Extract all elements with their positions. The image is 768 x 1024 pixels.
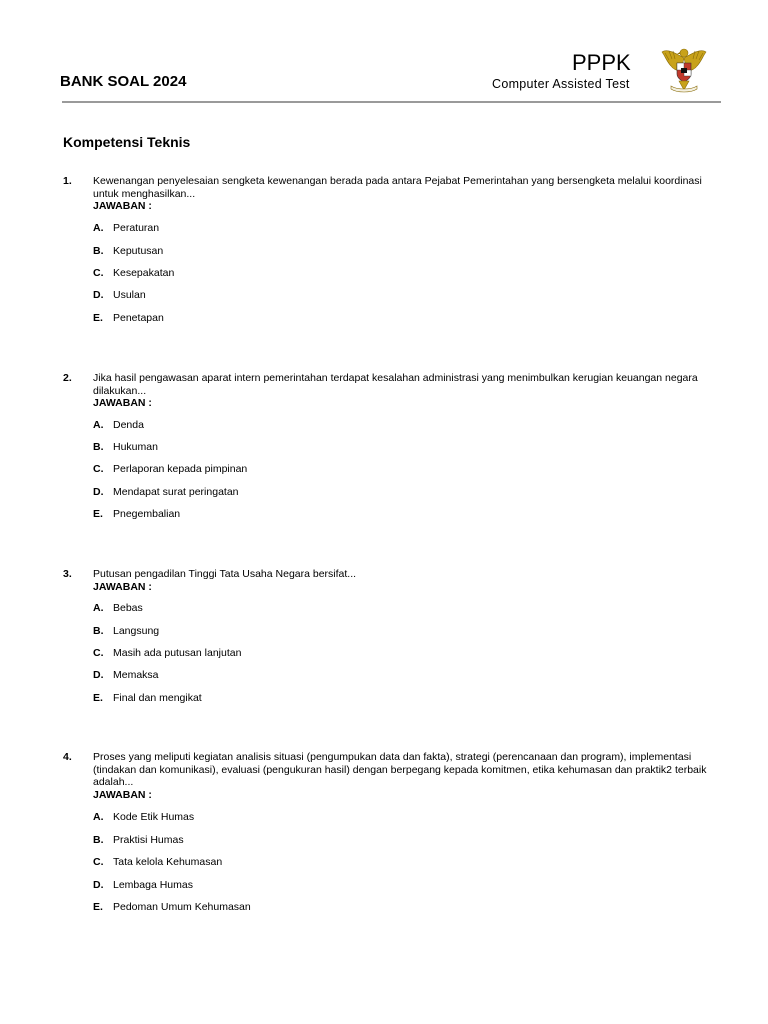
option-a[interactable]	[93, 222, 159, 236]
option-c[interactable]	[93, 463, 247, 477]
question-text	[93, 372, 713, 410]
answer-label: JAWABAN :	[93, 200, 152, 212]
option-text: Denda	[113, 419, 144, 431]
option-letter: A.	[93, 419, 104, 431]
option-letter: A.	[93, 602, 104, 614]
option-c[interactable]	[93, 647, 241, 661]
answer-label: JAWABAN :	[93, 788, 152, 801]
option-b[interactable]	[93, 441, 158, 455]
option-letter: A.	[93, 222, 104, 234]
option-letter: B.	[93, 625, 104, 637]
option-text: Peraturan	[113, 222, 160, 234]
option-b[interactable]	[93, 245, 163, 259]
question-number: 1.	[63, 175, 72, 187]
header-subtitle: Computer Assisted Test	[492, 77, 630, 91]
header-divider	[62, 101, 721, 103]
option-letter: C.	[93, 647, 104, 659]
option-text: Tata kelola Kehumasan	[113, 856, 223, 868]
question-prompt: Jika hasil pengawasan aparat intern pemerintahan terdapat kesalahan administrasi yang menimbulkan kerugian keuangan negara dilakukan...	[93, 372, 698, 397]
option-a[interactable]	[93, 602, 143, 616]
option-letter: A.	[93, 811, 104, 823]
option-letter: D.	[93, 669, 104, 681]
question-number: 4.	[63, 751, 72, 763]
option-text: Lembaga Humas	[113, 879, 193, 891]
question-text	[93, 175, 713, 213]
question-text	[93, 751, 713, 801]
option-letter: B.	[93, 834, 104, 846]
answer-label: JAWABAN :	[93, 397, 152, 409]
question-prompt: Kewenangan penyelesaian sengketa kewenangan berada pada antara Pejabat Pemerintahan yang bersengketa melalui koordinasi untuk menghasilkan...	[93, 175, 702, 200]
option-e[interactable]	[93, 901, 251, 915]
option-letter: D.	[93, 879, 104, 891]
option-text: Pnegembalian	[113, 508, 181, 520]
question-number: 3.	[63, 568, 72, 580]
option-text: Hukuman	[113, 441, 158, 453]
option-a[interactable]	[93, 811, 194, 825]
option-c[interactable]	[93, 267, 174, 281]
option-text: Kesepakatan	[113, 267, 175, 279]
question-text	[93, 568, 713, 593]
option-b[interactable]	[93, 625, 159, 639]
bank-title: BANK SOAL 2024	[60, 73, 187, 90]
option-d[interactable]	[93, 879, 193, 893]
option-d[interactable]	[93, 289, 146, 303]
option-text: Usulan	[113, 289, 146, 301]
option-e[interactable]	[93, 312, 164, 326]
question-number: 2.	[63, 372, 72, 384]
option-d[interactable]	[93, 486, 239, 500]
option-letter: C.	[93, 856, 104, 868]
section-title: Kompetensi Teknis	[63, 134, 191, 150]
option-text: Bebas	[113, 602, 143, 614]
option-e[interactable]	[93, 508, 180, 522]
option-text: Mendapat surat peringatan	[113, 486, 239, 498]
option-letter: E.	[93, 692, 103, 704]
option-text: Kode Etik Humas	[113, 811, 195, 823]
option-letter: E.	[93, 508, 103, 520]
option-d[interactable]	[93, 669, 159, 683]
option-text: Pedoman Umum Kehumasan	[113, 901, 251, 913]
question-prompt: Proses yang meliputi kegiatan analisis situasi (pengumpukan data dan fakta), strategi (perencanaan dan program), implementasi (tindakan dan komunikasi), evaluasi (pengukuran hasil) dengan berpegang kepada komitmen, etika kehumasan dan praktik2 terbaik adalah...	[93, 751, 707, 788]
answer-label: JAWABAN :	[93, 580, 152, 593]
option-text: Perlaporan kepada pimpinan	[113, 463, 248, 475]
option-text: Langsung	[113, 625, 160, 637]
option-letter: B.	[93, 441, 104, 453]
option-text: Penetapan	[113, 312, 164, 324]
brand-title: PPPK	[572, 50, 631, 75]
option-letter: B.	[93, 245, 104, 257]
option-text: Praktisi Humas	[113, 834, 184, 846]
option-letter: E.	[93, 312, 103, 324]
option-letter: C.	[93, 463, 104, 475]
option-text: Final dan mengikat	[113, 692, 202, 704]
option-letter: D.	[93, 289, 104, 301]
option-e[interactable]	[93, 692, 202, 706]
option-text: Keputusan	[113, 245, 164, 257]
garuda-emblem-icon	[659, 44, 709, 94]
option-letter: C.	[93, 267, 104, 279]
option-text: Masih ada putusan lanjutan	[113, 647, 242, 659]
option-letter: E.	[93, 901, 103, 913]
option-text: Memaksa	[113, 669, 159, 681]
option-b[interactable]	[93, 834, 184, 848]
question-prompt: Putusan pengadilan Tinggi Tata Usaha Negara bersifat...	[93, 568, 357, 580]
page-header	[0, 0, 768, 110]
option-letter: D.	[93, 486, 104, 498]
option-a[interactable]	[93, 419, 144, 433]
option-c[interactable]	[93, 856, 222, 870]
